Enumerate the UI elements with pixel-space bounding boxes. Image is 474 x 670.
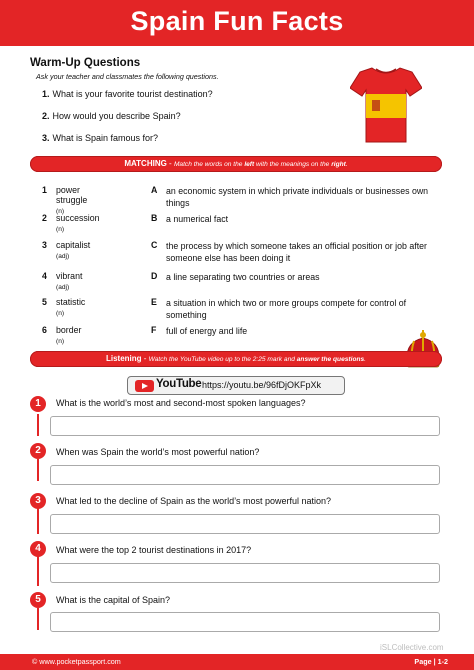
matching-definition: the process by which someone takes an official position or job after someone else has been doing it — [166, 241, 427, 263]
matching-letter: C — [151, 240, 158, 250]
matching-letter: D — [151, 271, 158, 281]
warmup-heading: Warm-Up Questions — [30, 57, 141, 69]
video-url[interactable]: https://youtu.be/96fDjOKFpXk — [202, 379, 322, 390]
youtube-play-icon — [135, 380, 154, 392]
matching-number: 2 — [42, 213, 47, 223]
youtube-wordmark: YouTube — [156, 378, 202, 390]
matching-definition: an economic system in which private individuals or businesses own things — [166, 186, 429, 208]
youtube-link[interactable] — [127, 376, 345, 395]
title-bar — [0, 0, 474, 46]
listening-question: What is the capital of Spain? — [56, 595, 171, 605]
matching-banner: MATCHING - Match the words on the left with the meanings on the right. — [30, 156, 442, 172]
question-number-badge: 2 — [30, 443, 46, 459]
question-number-badge: 3 — [30, 493, 46, 509]
matching-word: power struggle (n) — [56, 185, 88, 215]
answer-field[interactable] — [50, 514, 440, 534]
footer-bar — [0, 654, 474, 670]
matching-number: 1 — [42, 185, 47, 195]
matching-instruction: Match the words on the left with the meanings on the right. — [173, 161, 348, 168]
connector-line — [37, 459, 39, 481]
matching-word: vibrant (adj) — [56, 271, 83, 291]
warmup-question-text: What is your favorite tourist destination? — [52, 89, 213, 99]
answer-field[interactable] — [50, 563, 440, 583]
answer-field[interactable] — [50, 465, 440, 485]
question-number-badge: 1 — [30, 396, 46, 412]
matching-word: statistic (n) — [56, 297, 86, 317]
connector-line — [37, 414, 39, 436]
answer-field[interactable] — [50, 416, 440, 436]
matching-letter: A — [151, 185, 158, 195]
connector-line — [37, 508, 39, 534]
matching-word: border (n) — [56, 325, 82, 345]
listening-banner: Listening - Watch the YouTube video up to the 2:25 mark and answer the questions. — [30, 351, 442, 367]
matching-definition: a numerical fact — [166, 214, 229, 224]
matching-number: 5 — [42, 297, 47, 307]
matching-definition: a line separating two countries or areas — [166, 272, 320, 282]
warmup-question — [42, 133, 158, 143]
matching-definition: full of energy and life — [166, 326, 248, 336]
listening-question: What were the top 2 tourist destinations in 2017? — [56, 545, 252, 555]
listening-label: Listening — [105, 354, 142, 363]
warmup-question-number: 2. — [42, 111, 50, 121]
matching-number: 3 — [42, 240, 47, 250]
footer-website[interactable]: © www.pocketpassport.com — [32, 657, 121, 666]
matching-number: 4 — [42, 271, 47, 281]
matching-number: 6 — [42, 325, 47, 335]
page-number: Page | 1-2 — [414, 657, 448, 666]
answer-field[interactable] — [50, 612, 440, 632]
warmup-question — [42, 89, 213, 99]
question-number-badge: 5 — [30, 592, 46, 608]
matching-word: capitalist (adj) — [56, 240, 91, 260]
warmup-subtitle: Ask your teacher and classmates the following questions. — [36, 72, 219, 81]
listening-question: What is the world’s most and second-most spoken languages? — [56, 398, 306, 408]
matching-letter: B — [151, 213, 158, 223]
page-title: Spain Fun Facts — [130, 6, 344, 36]
warmup-question-text: What is Spain famous for? — [52, 133, 159, 143]
matching-label: MATCHING — [124, 159, 167, 168]
connector-line — [37, 608, 39, 630]
matching-letter: F — [151, 325, 157, 335]
matching-letter: E — [151, 297, 157, 307]
listening-question: What led to the decline of Spain as the world’s most powerful nation? — [56, 496, 331, 506]
warmup-question-number: 3. — [42, 133, 50, 143]
matching-word: succession (n) — [56, 213, 100, 233]
watermark: iSLCollective.com — [380, 643, 444, 652]
connector-line — [37, 556, 39, 586]
question-number-badge: 4 — [30, 541, 46, 557]
warmup-question-text: How would you describe Spain? — [52, 111, 181, 121]
warmup-question — [42, 111, 181, 121]
spain-flag-shirt-icon — [350, 64, 422, 144]
matching-definition: a situation in which two or more groups compete for control of something — [166, 298, 407, 320]
listening-question: When was Spain the world’s most powerful nation? — [56, 447, 260, 457]
listening-instruction: Watch the YouTube video up to the 2:25 mark and answer the questions. — [148, 356, 367, 363]
warmup-question-number: 1. — [42, 89, 50, 99]
